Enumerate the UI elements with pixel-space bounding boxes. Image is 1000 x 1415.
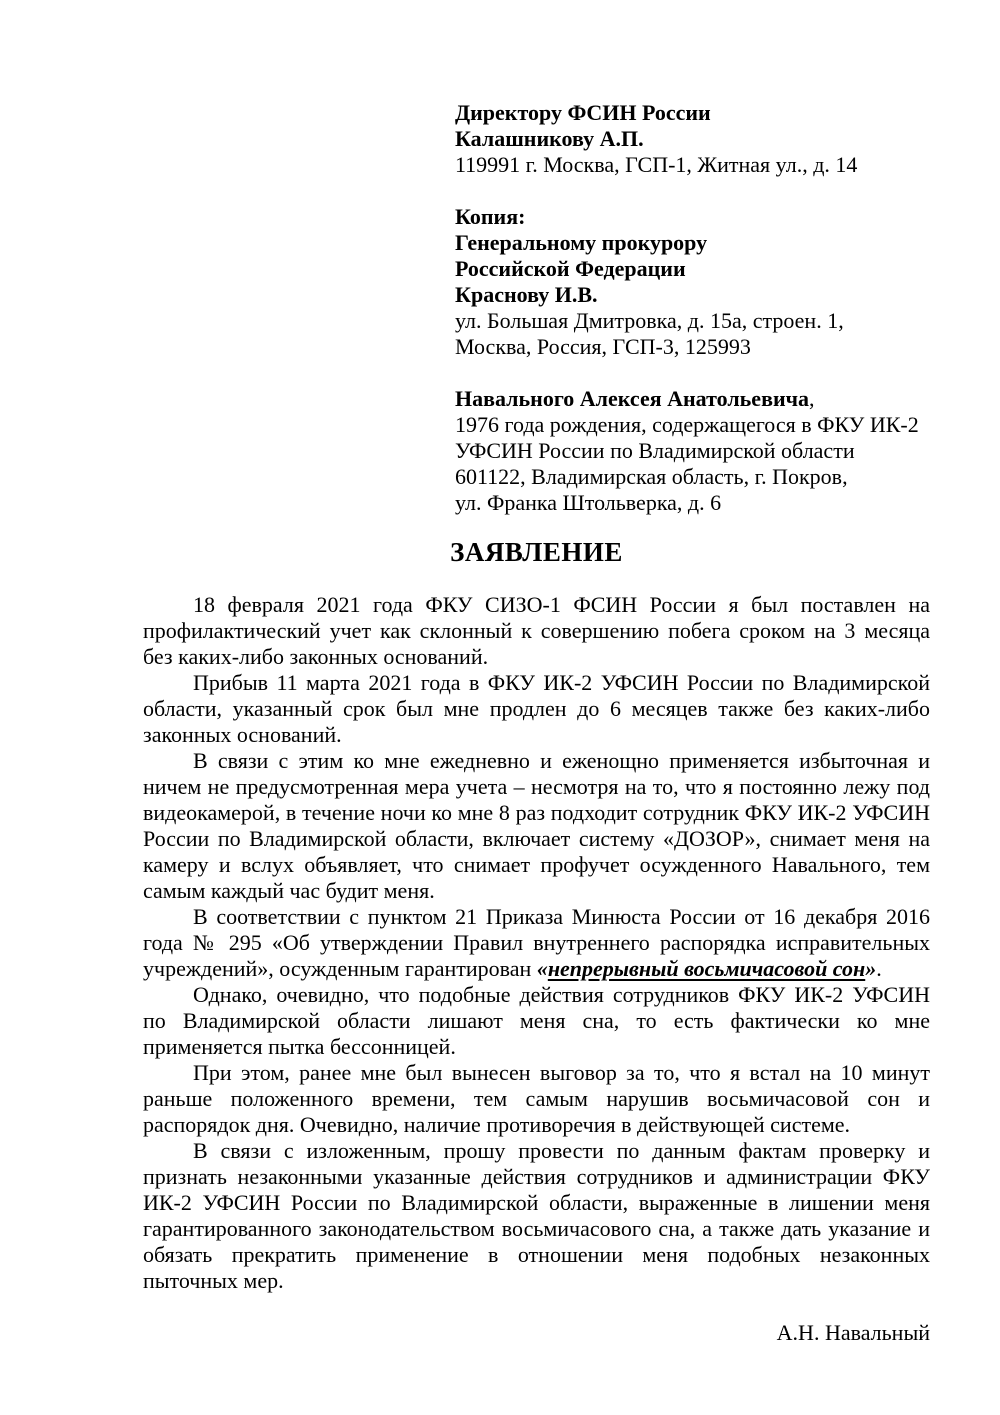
text-segment: 601122, Владимирская область, г. Покров,: [455, 464, 848, 489]
applicant-line: [455, 412, 930, 438]
text-segment: ул. Франка Штольверка, д. 6: [455, 490, 722, 515]
text-segment: 18 февраля 2021 года ФКУ СИЗО-1 ФСИН России я был поставлен на профилактический учет как склонный к совершению побега сроком на 3 месяца без каких-либо законных оснований.: [143, 592, 930, 669]
text-segment: ул. Большая Дмитровка, д. 15а, строен. 1,: [455, 308, 844, 333]
text-segment: Генеральному прокурору: [455, 230, 708, 255]
paragraph: [143, 592, 930, 670]
applicant-line: [455, 464, 930, 490]
text-segment: Однако, очевидно, что подобные действия сотрудников ФКУ ИК-2 УФСИН по Владимирской области лишают меня сна, то есть фактически ко мне применяется пытка бессонницей.: [143, 982, 930, 1059]
text-segment: Краснову И.В.: [455, 282, 598, 307]
recipient-block: [455, 100, 930, 178]
document-body: [143, 592, 930, 1294]
copy-line: [455, 334, 930, 360]
text-segment: 1976 года рождения, содержащегося в ФКУ ИК-2: [455, 412, 919, 437]
text-segment: Российской Федерации: [455, 256, 686, 281]
paragraph: [143, 1060, 930, 1138]
text-segment: Директору ФСИН России: [455, 100, 711, 125]
applicant-line: [455, 438, 930, 464]
signature: А.Н. Навальный: [776, 1320, 930, 1345]
text-segment: 119991 г. Москва, ГСП-1, Житная ул., д. 14: [455, 152, 858, 177]
paragraph: [143, 670, 930, 748]
text-segment: В соответствии с пунктом 21 Приказа Минюста России от 16 декабря 2016 года № 295 «Об утверждении Правил внутреннего распорядка исправительных учреждений», осужденным гарантирован: [143, 904, 930, 981]
text-segment: .: [876, 956, 882, 981]
text-segment: »: [865, 956, 877, 981]
text-segment: При этом, ранее мне был вынесен выговор за то, что я встал на 10 минут раньше положенного времени, тем самым нарушив восьмичасовой сон и распорядок дня. Очевидно, наличие противоречия в действующей системе.: [143, 1060, 930, 1137]
text-segment: Копия:: [455, 204, 526, 229]
copy-line: [455, 308, 930, 334]
text-segment: Навального Алексея Анатольевича: [455, 386, 810, 411]
paragraph: [143, 904, 930, 982]
text-segment: Москва, Россия, ГСП-3, 125993: [455, 334, 751, 359]
recipient-line: [455, 100, 930, 126]
paragraph: [143, 982, 930, 1060]
emphasized-phrase: непрерывный восьмичасовой сон: [547, 956, 866, 981]
copy-line: [455, 256, 930, 282]
copy-block: [455, 204, 930, 360]
copy-line: [455, 230, 930, 256]
text-segment: Прибыв 11 марта 2021 года в ФКУ ИК-2 УФСИН России по Владимирской области, указанный срок был мне продлен до 6 месяцев также без каких-либо законных оснований.: [143, 670, 930, 747]
text-segment: УФСИН России по Владимирской области: [455, 438, 855, 463]
recipient-line: [455, 152, 930, 178]
applicant-block: [455, 386, 930, 516]
text-segment: В связи с этим ко мне ежедневно и еженощно применяется избыточная и ничем не предусмотренная мера учета – несмотря на то, что я постоянно лежу под видеокамерой, в течение ночи ко мне 8 раз подходит сотрудник ФКУ ИК-2 УФСИН России по Владимирской области, включает систему «ДОЗОР», снимает меня на камеру и вслух объявляет, что снимает профучет осужденного Навального, тем самым каждый час будит меня.: [143, 748, 930, 903]
text-segment: Калашникову А.П.: [455, 126, 644, 151]
document-title: ЗАЯВЛЕНИЕ: [450, 537, 623, 567]
address-header: [455, 100, 930, 516]
copy-line: [455, 282, 930, 308]
paragraph: [143, 748, 930, 904]
applicant-line: [455, 386, 930, 412]
text-segment: ,: [809, 386, 815, 411]
text-segment: В связи с изложенным, прошу провести по данным фактам проверку и признать незаконными указанные действия сотрудников и администрации ФКУ ИК-2 УФСИН России по Владимирской области, выраженные в лишении меня гарантированного законодательством восьмичасового сна, а также дать указание и обязать прекратить применение в отношении меня подобных незаконных пыточных мер.: [143, 1138, 930, 1293]
recipient-line: [455, 126, 930, 152]
copy-line: [455, 204, 930, 230]
applicant-line: [455, 490, 930, 516]
text-segment: «: [536, 956, 548, 981]
paragraph: [143, 1138, 930, 1294]
